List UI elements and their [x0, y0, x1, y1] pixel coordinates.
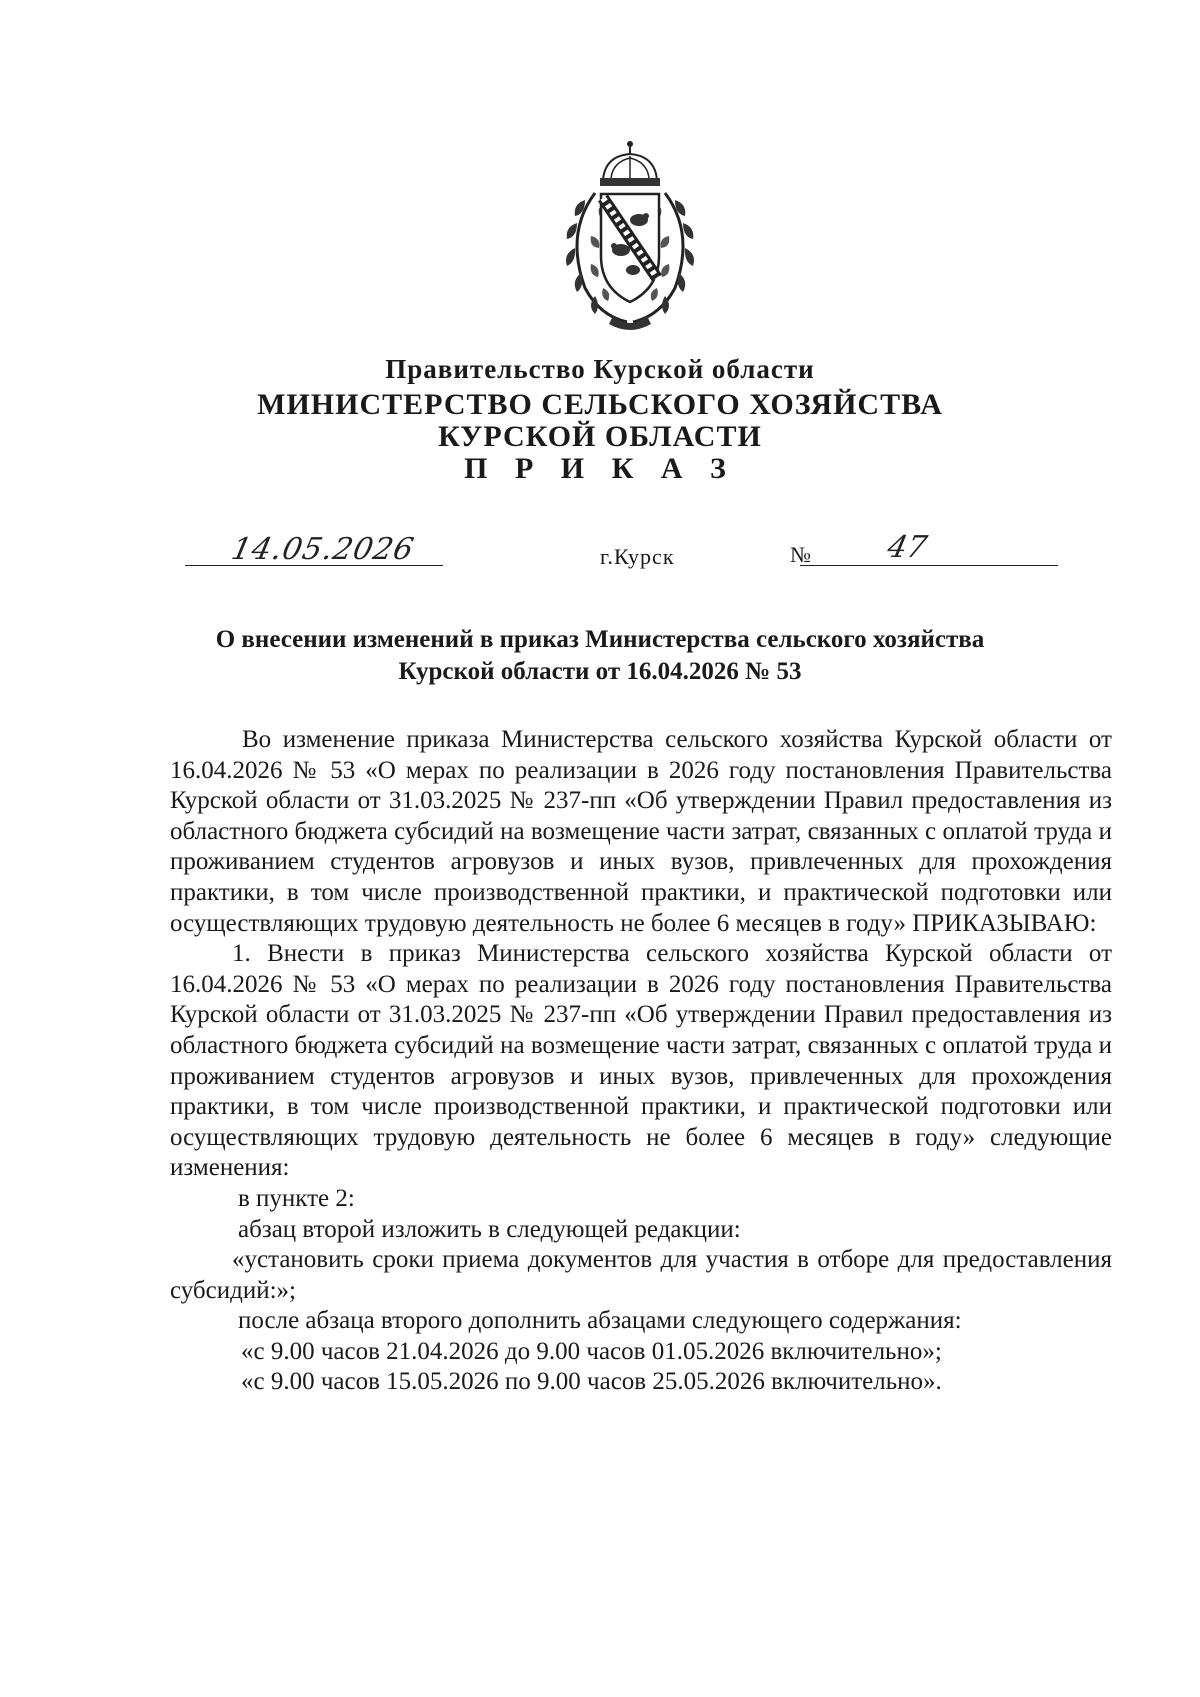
document-title-line1: О внесении изменений в приказ Министерства сельского хозяйства: [215, 626, 985, 653]
number-underline: [800, 565, 1058, 566]
paragraph-point-2: в пункте 2:: [238, 1184, 355, 1212]
ministry-name-line2: КУРСКОЙ ОБЛАСТИ: [438, 420, 762, 453]
document-title-line2: Курской области от 16.04.2026 № 53: [398, 658, 802, 685]
government-name: Правительство Курской области: [385, 354, 815, 384]
document-type: П Р И К А З: [464, 452, 736, 485]
paragraph-new-wording: «установить сроки приема документов для участия в отборе для предоставления субсидий:»;: [170, 1246, 1112, 1304]
paragraph-period-2: «с 9.00 часов 15.05.2026 по 9.00 часов 25.05.2026 включительно».: [241, 1368, 942, 1396]
handwritten-date: 14.05.2026: [228, 532, 418, 567]
document-body: [170, 725, 1112, 1398]
paragraph-abzac-second: абзац второй изложить в следующей редакции:: [238, 1215, 741, 1243]
paragraph-preamble: Во изменение приказа Министерства сельского хозяйства Курской области от 16.04.2026 № 53 «О мерах по реализации в 2026 году постановления Правительства Курской области от 31.03.2025 № 237-пп «Об утверждении Правил предоставления из областного бюджета субсидий на возмещение части затрат, связанных с оплатой труда и проживанием студентов агровузов и иных вузов, привлеченных для прохождения практики, в том числе производственной практики, и практической подготовки или осуществляющих трудовую деятельность не более 6 месяцев в году» ПРИКАЗЫВАЮ:: [170, 726, 1112, 937]
paragraph-item-1: 1. Внести в приказ Министерства сельского хозяйства Курской области от 16.04.2026 № 53 «О мерах по реализации в 2026 году постановления Правительства Курской области от 31.03.2025 № 237-пп «Об утверждении Правил предоставления из областного бюджета субсидий на возмещение части затрат, связанных с оплатой труда и проживанием студентов агровузов и иных вузов, привлеченных для прохождения практики, в том числе производственной практики, и практической подготовки или осуществляющих трудовую деятельность не более 6 месяцев в году» следующие изменения:: [170, 940, 1112, 1182]
coat-of-arms-emblem: [555, 138, 705, 334]
city-label: г.Курск: [600, 544, 675, 569]
number-sign: №: [790, 542, 811, 567]
handwritten-number: 47: [884, 530, 930, 565]
ministry-name-line1: МИНИСТЕРСТВО СЕЛЬСКОГО ХОЗЯЙСТВА: [257, 388, 943, 421]
paragraph-supplement: после абзаца второго дополнить абзацами следующего содержания:: [238, 1307, 962, 1335]
paragraph-period-1: «с 9.00 часов 21.04.2026 до 9.00 часов 01.05.2026 включительно»;: [241, 1337, 942, 1365]
